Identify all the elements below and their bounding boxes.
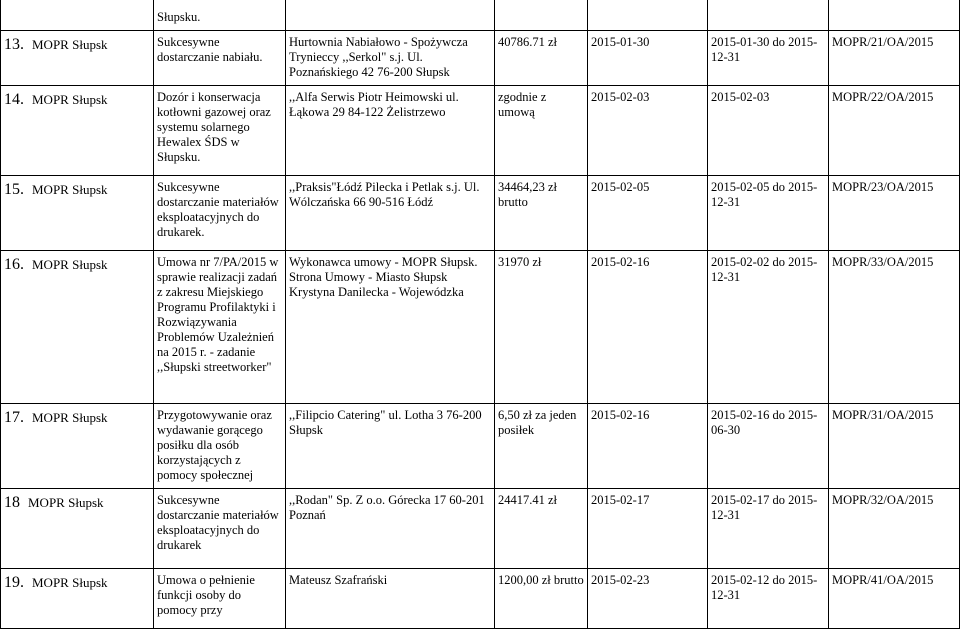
amount-cell xyxy=(495,489,588,569)
date-cell xyxy=(588,404,708,489)
date-text: 2015-02-03 xyxy=(591,90,650,104)
period-text: 2015-02-02 do 2015-12-31 xyxy=(711,255,818,284)
number-cell xyxy=(829,489,960,569)
contract-number: MOPR/23/OA/2015 xyxy=(832,180,934,194)
amount-cell xyxy=(495,404,588,489)
table-row xyxy=(1,86,960,176)
contractor-cell xyxy=(286,0,495,31)
contractor-text: Wykonawca umowy - MOPR Słupsk. Strona Umowy - Miasto Słupsk Krystyna Danilecka - Wojewódzka xyxy=(289,255,478,299)
organization: MOPR Słupsk xyxy=(32,410,108,425)
subject-cell xyxy=(154,251,286,404)
subject-text: Słupsku. xyxy=(157,10,201,24)
row-number: 18 xyxy=(4,494,20,511)
table-row xyxy=(1,404,960,489)
contractor-cell xyxy=(286,86,495,176)
number-cell xyxy=(829,86,960,176)
contractor-text: ,,Filipcio Catering" ul. Lotha 3 76-200 Słupsk xyxy=(289,408,482,437)
period-text: 2015-02-17 do 2015-12-31 xyxy=(711,493,818,522)
date-text: 2015-02-16 xyxy=(591,408,650,422)
lp-org-cell xyxy=(1,489,154,569)
contractor-text: ,,Rodan" Sp. Z o.o. Górecka 17 60-201 Poznań xyxy=(289,493,485,522)
amount-cell xyxy=(495,176,588,251)
contract-number: MOPR/41/OA/2015 xyxy=(832,573,934,587)
date-cell xyxy=(588,569,708,629)
number-cell xyxy=(829,569,960,629)
period-text: 2015-02-03 xyxy=(711,90,770,104)
date-cell xyxy=(588,489,708,569)
date-text: 2015-01-30 xyxy=(591,35,650,49)
lp-org-cell xyxy=(1,251,154,404)
organization: MOPR Słupsk xyxy=(32,37,108,52)
amount-text: 1200,00 zł brutto xyxy=(498,573,584,587)
period-cell xyxy=(708,489,829,569)
contractor-cell xyxy=(286,569,495,629)
period-cell xyxy=(708,404,829,489)
contract-number: MOPR/21/OA/2015 xyxy=(832,35,934,49)
table-row xyxy=(1,251,960,404)
organization: MOPR Słupsk xyxy=(32,575,108,590)
period-cell xyxy=(708,31,829,86)
date-text: 2015-02-23 xyxy=(591,573,650,587)
lp-org-cell xyxy=(1,404,154,489)
organization: MOPR Słupsk xyxy=(32,257,108,272)
subject-text: Dozór i konserwacja kotłowni gazowej oraz systemu solarnego Hewalex ŚDS w Słupsku. xyxy=(157,90,271,164)
organization: MOPR Słupsk xyxy=(28,495,104,510)
row-number: 14. xyxy=(4,91,24,108)
contract-number: MOPR/31/OA/2015 xyxy=(832,408,934,422)
period-text: 2015-02-12 do 2015-12-31 xyxy=(711,573,818,602)
subject-text: Sukcesywne dostarczanie materiałów eksploatacyjnych do drukarek. xyxy=(157,180,279,239)
amount-cell xyxy=(495,569,588,629)
table-row xyxy=(1,176,960,251)
contractor-cell xyxy=(286,489,495,569)
date-text: 2015-02-05 xyxy=(591,180,650,194)
amount-text: 24417.41 zł xyxy=(498,493,558,507)
lp-org-cell xyxy=(1,31,154,86)
amount-text: 31970 zł xyxy=(498,255,542,269)
row-number: 17. xyxy=(4,409,24,426)
period-cell xyxy=(708,251,829,404)
contract-number: MOPR/33/OA/2015 xyxy=(832,255,934,269)
contract-number: MOPR/22/OA/2015 xyxy=(832,90,934,104)
number-cell xyxy=(829,0,960,31)
subject-text: Umowa o pełnienie funkcji osoby do pomocy przy xyxy=(157,573,255,617)
date-text: 2015-02-16 xyxy=(591,255,650,269)
amount-text: zgodnie z umową xyxy=(498,90,547,119)
subject-cell xyxy=(154,569,286,629)
contractor-cell xyxy=(286,251,495,404)
table-row xyxy=(1,489,960,569)
number-cell xyxy=(829,176,960,251)
subject-cell xyxy=(154,0,286,31)
period-text: 2015-02-05 do 2015-12-31 xyxy=(711,180,818,209)
subject-cell xyxy=(154,86,286,176)
subject-text: Przygotowywanie oraz wydawanie gorącego posiłku dla osób korzystających z pomocy społecznej xyxy=(157,408,272,482)
subject-text: Sukcesywne dostarczanie materiałów eksploatacyjnych do drukarek xyxy=(157,493,279,552)
lp-org-cell xyxy=(1,569,154,629)
table-row xyxy=(1,569,960,629)
row-number: 13. xyxy=(4,36,24,53)
subject-text: Sukcesywne dostarczanie nabiału. xyxy=(157,35,263,64)
amount-cell xyxy=(495,86,588,176)
amount-text: 34464,23 zł brutto xyxy=(498,180,558,209)
date-cell xyxy=(588,0,708,31)
contractor-text: Mateusz Szafrański xyxy=(289,573,388,587)
contractor-cell xyxy=(286,404,495,489)
table-row xyxy=(1,31,960,86)
lp-org-cell xyxy=(1,86,154,176)
subject-cell xyxy=(154,404,286,489)
number-cell xyxy=(829,251,960,404)
contract-number: MOPR/32/OA/2015 xyxy=(832,493,934,507)
lp-org-cell xyxy=(1,0,154,31)
period-cell xyxy=(708,0,829,31)
period-cell xyxy=(708,176,829,251)
date-cell xyxy=(588,31,708,86)
subject-cell xyxy=(154,31,286,86)
contractor-cell xyxy=(286,31,495,86)
amount-cell xyxy=(495,31,588,86)
number-cell xyxy=(829,31,960,86)
amount-text: 6,50 zł za jeden posiłek xyxy=(498,408,577,437)
period-text: 2015-02-16 do 2015-06-30 xyxy=(711,408,818,437)
period-cell xyxy=(708,86,829,176)
amount-cell xyxy=(495,0,588,31)
contractor-text: ,,Alfa Serwis Piotr Heimowski ul. Łąkowa 29 84-122 Żelistrzewo xyxy=(289,90,459,119)
lp-org-cell xyxy=(1,176,154,251)
amount-cell xyxy=(495,251,588,404)
date-cell xyxy=(588,176,708,251)
contractor-text: Hurtownia Nabiałowo - Spożywcza Trynieccy ,,Serkol" s.j. Ul. Poznańskiego 42 76-200 Słupsk xyxy=(289,35,468,79)
number-cell xyxy=(829,404,960,489)
organization: MOPR Słupsk xyxy=(32,92,108,107)
period-cell xyxy=(708,569,829,629)
subject-text: Umowa nr 7/PA/2015 w sprawie realizacji zadań z zakresu Miejskiego Programu Profilaktyki i Rozwiązywania Problemów Uzależnień na 2015 r. - zadanie ,,Słupski streetworker" xyxy=(157,255,279,374)
row-number: 19. xyxy=(4,574,24,591)
subject-cell xyxy=(154,489,286,569)
row-number: 16. xyxy=(4,256,24,273)
contractor-text: ,,Praksis"Łódź Pilecka i Petlak s.j. Ul. Wólczańska 66 90-516 Łódź xyxy=(289,180,480,209)
period-text: 2015-01-30 do 2015-12-31 xyxy=(711,35,818,64)
contractor-cell xyxy=(286,176,495,251)
date-cell xyxy=(588,251,708,404)
row-number: 15. xyxy=(4,181,24,198)
organization: MOPR Słupsk xyxy=(32,182,108,197)
amount-text: 40786.71 zł xyxy=(498,35,558,49)
date-cell xyxy=(588,86,708,176)
date-text: 2015-02-17 xyxy=(591,493,650,507)
subject-cell xyxy=(154,176,286,251)
table-row-continued xyxy=(1,0,960,31)
